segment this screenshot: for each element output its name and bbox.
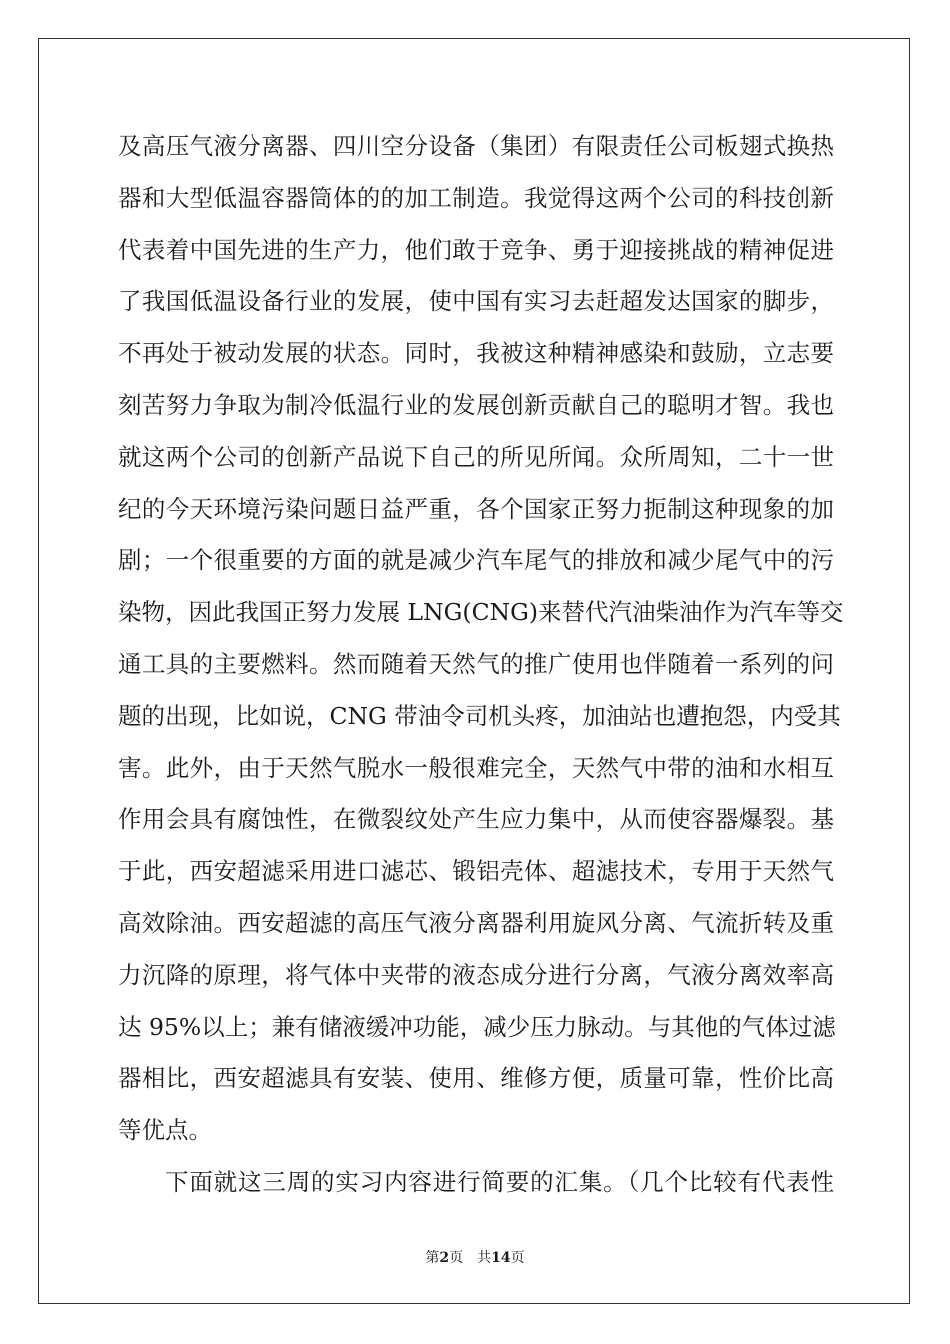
text-line: 于此，西安超滤采用进口滤芯、锻铝壳体、超滤技术，专用于天然气 xyxy=(118,857,834,886)
text-line: 器和大型低温容器筒体的的加工制造。我觉得这两个公司的科技创新 xyxy=(118,183,834,212)
text-line: 害。此外，由于天然气脱水一般很难完全，天然气中带的油和水相互 xyxy=(118,753,834,782)
text-line: 器相比，西安超滤具有安装、使用、维修方便，质量可靠，性价比高 xyxy=(118,1064,834,1093)
text-line: 代表着中国先进的生产力，他们敢于竞争、勇于迎接挑战的精神促进 xyxy=(118,235,834,264)
text-line: 作用会具有腐蚀性，在微裂纹处产生应力集中，从而使容器爆裂。基 xyxy=(118,805,834,834)
text-line: 刻苦努力争取为制冷低温行业的发展创新贡献自己的聪明才智。我也 xyxy=(118,390,834,419)
text-line: 题的出现，比如说，CNG 带油令司机头疼，加油站也遭抱怨，内受其 xyxy=(118,701,841,730)
text-line: 高效除油。西安超滤的高压气液分离器利用旋风分离、气流折转及重 xyxy=(118,908,834,937)
text-line: 不再处于被动发展的状态。同时，我被这种精神感染和鼓励，立志要 xyxy=(118,339,834,368)
text-line: 力沉降的原理，将气体中夹带的液态成分进行分离，气液分离效率高 xyxy=(118,960,834,989)
text-line: 就这两个公司的创新产品说下自己的所见所闻。众所周知，二十一世 xyxy=(118,442,834,471)
paragraph-first-line: 下面就这三周的实习内容进行简要的汇集。（几个比较有代表性 xyxy=(165,1167,834,1196)
text-line: 达 95%以上；兼有储液缓冲功能，减少压力脉动。与其他的气体过滤 xyxy=(118,1012,836,1041)
page-footer xyxy=(0,1247,950,1267)
text-line: 了我国低温设备行业的发展，使中国有实习去赶超发达国家的脚步， xyxy=(118,287,834,316)
text-line: 纪的今天环境污染问题日益严重，各个国家正努力扼制这种现象的加 xyxy=(118,494,834,523)
body-text xyxy=(118,126,844,1214)
text-line: 通工具的主要燃料。然而随着天然气的推广使用也伴随着一系列的问 xyxy=(118,649,834,678)
text-line: 及高压气液分离器、四川空分设备（集团）有限责任公司板翅式换热 xyxy=(118,132,834,160)
text-line: 染物，因此我国正努力发展 LNG(CNG)来替代汽油柴油作为汽车等交 xyxy=(118,598,844,627)
page-number: 第2页 xyxy=(425,1250,464,1266)
text-line: 剧；一个很重要的方面的就是减少汽车尾气的排放和减少尾气中的污 xyxy=(118,546,834,575)
text-line: 等优点。 xyxy=(118,1116,212,1145)
total-pages: 共14页 xyxy=(477,1250,525,1266)
